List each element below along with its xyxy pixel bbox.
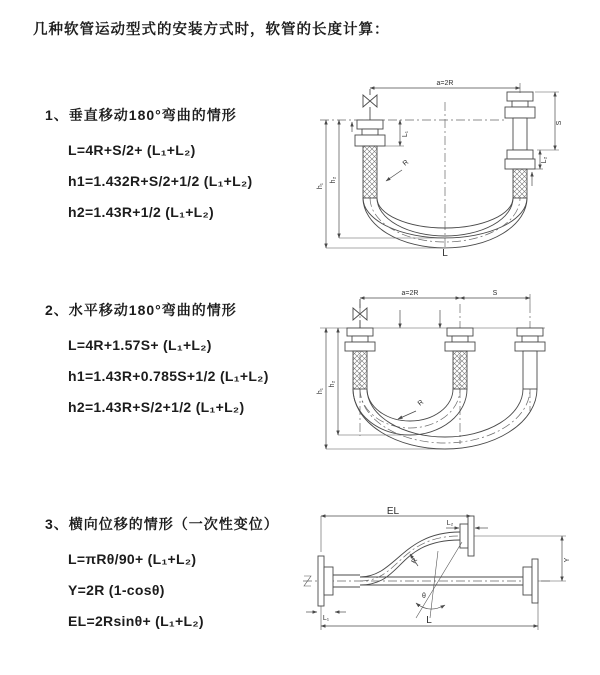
formula-line: h1=1.43R+0.785S+1/2 (L₁+L₂) — [68, 368, 269, 384]
braided-section — [363, 146, 377, 198]
middle-end-fitting — [445, 328, 475, 389]
dimension-y — [474, 536, 571, 581]
formula-line: EL=2Rsinθ+ (L₁+L₂) — [68, 613, 204, 629]
dimension-l1-label: L₁ — [402, 130, 409, 138]
radius-callout — [398, 399, 425, 419]
radius-callout — [410, 554, 419, 566]
dimension-s — [535, 92, 563, 150]
radius-label: R — [410, 557, 420, 565]
section-3-formulas — [45, 544, 279, 637]
dimension-h2-label: h₂ — [329, 380, 336, 388]
dimension-l1 — [306, 612, 346, 622]
dimension-s-label: S — [492, 290, 498, 297]
dimension-h1 — [317, 328, 445, 449]
dimension-h2 — [330, 120, 445, 238]
formula-line: Y=2R (1-cosθ) — [68, 582, 165, 598]
radius-label: R — [416, 398, 426, 408]
diagram-lateral-displacement — [298, 506, 598, 644]
valve-icon — [363, 89, 377, 120]
dimension-s-label: S — [556, 120, 563, 126]
dimension-span — [360, 290, 460, 298]
dimension-l — [321, 603, 538, 630]
diagram-vertical-180-bend — [312, 74, 597, 258]
section-1-formulas — [45, 135, 253, 228]
dimension-s — [460, 290, 530, 304]
formula-line: h1=1.432R+S/2+1/2 (L₁+L₂) — [68, 173, 253, 189]
braided-section — [453, 351, 467, 389]
formula-line: L=4R+S/2+ (L₁+L₂) — [68, 142, 196, 158]
hose-u-bend-positions — [353, 389, 537, 449]
formula-line: h2=1.43R+S/2+1/2 (L₁+L₂) — [68, 399, 245, 415]
dimension-span-label: a=2R — [436, 80, 454, 87]
right-end-fitting — [515, 328, 545, 389]
formula-line: h2=1.43R+1/2 (L₁+L₂) — [68, 204, 215, 220]
section-2-heading: 2、水平移动180°弯曲的情形 — [45, 302, 237, 318]
formula-line: L=4R+1.57S+ (L₁+L₂) — [68, 337, 212, 353]
dimension-y-label: Y — [564, 557, 571, 563]
section-1 — [45, 105, 253, 228]
braided-section — [353, 351, 367, 389]
valve-icon — [353, 299, 367, 328]
dimension-h1-label: h₁ — [317, 387, 324, 395]
dimension-span-label: a=2R — [401, 290, 419, 297]
section-1-heading: 1、垂直移动180°弯曲的情形 — [45, 107, 237, 123]
dimension-span — [370, 80, 520, 93]
dimension-el — [321, 506, 471, 552]
radius-callout — [386, 159, 410, 181]
theta-label: θ — [422, 593, 426, 600]
section-2 — [45, 300, 269, 423]
dimension-l-label: L — [426, 615, 432, 626]
right-end-fitting — [505, 92, 535, 198]
diagram-horizontal-180-bend — [312, 286, 597, 458]
braided-section — [513, 169, 527, 198]
dimension-el-label: EL — [386, 506, 400, 517]
length-label: L — [442, 248, 448, 259]
dimension-h2-label: h₂ — [330, 176, 337, 184]
dimension-l2-label: L₂ — [541, 156, 548, 164]
formula-line: L=πRθ/90+ (L₁+L₂) — [68, 551, 197, 567]
dimension-h1-label: h₁ — [317, 182, 324, 190]
radius-label: R — [401, 158, 411, 168]
page-title: 几种软管运动型式的安装方式时，软管的长度计算： — [33, 22, 390, 38]
section-2-formulas — [45, 330, 269, 423]
dimension-l1-label: L₁ — [322, 615, 330, 622]
section-3-heading: 3、横向位移的情形（一次性变位） — [45, 516, 279, 532]
left-end-fitting — [345, 328, 375, 389]
dimension-l2-label: L₂ — [446, 520, 454, 527]
section-3 — [45, 514, 279, 637]
left-end-fitting — [355, 120, 385, 198]
angle-construction — [416, 542, 462, 618]
